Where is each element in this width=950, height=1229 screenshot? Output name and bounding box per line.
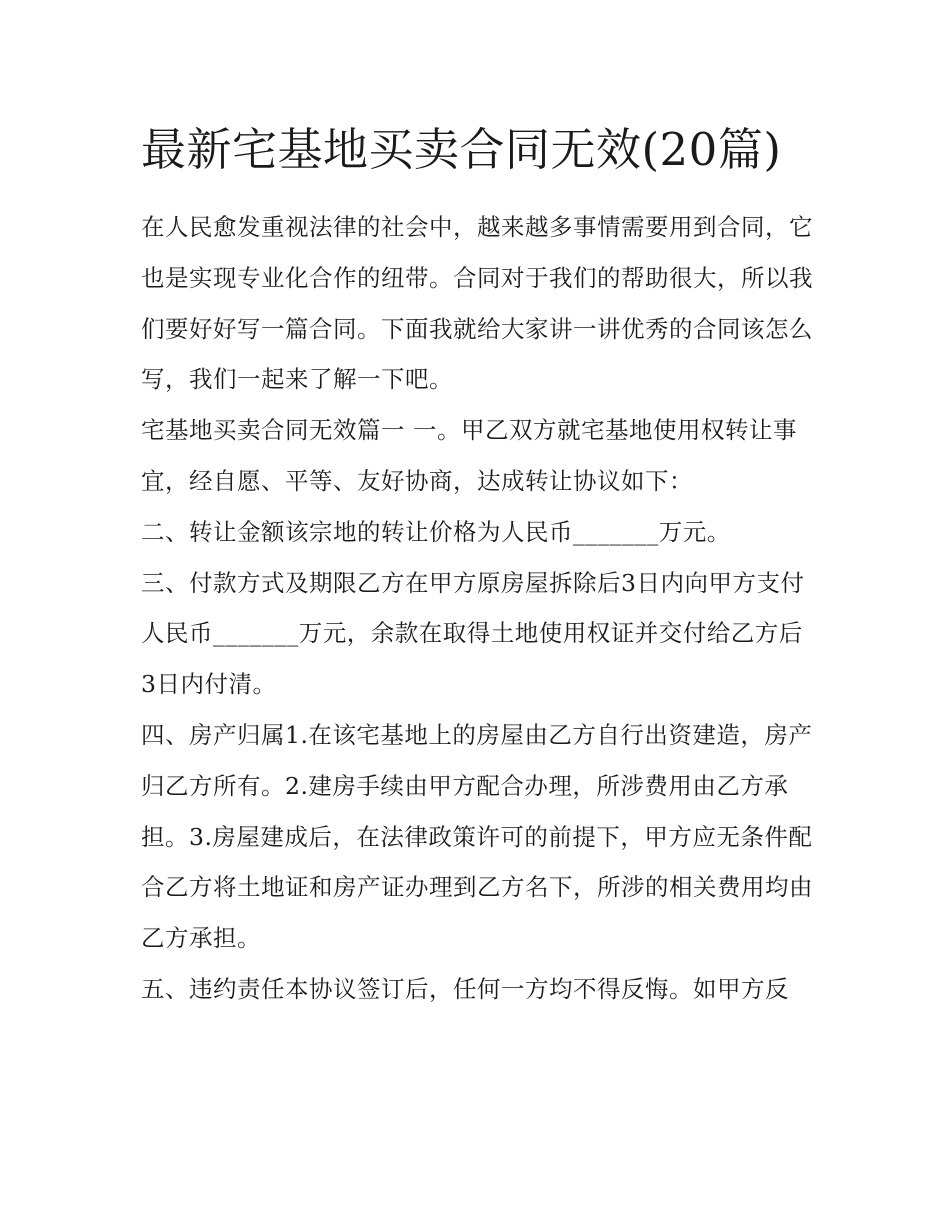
paragraph-clause-2: 二、转让金额该宗地的转让价格为人民币_______万元。 — [141, 517, 731, 546]
paragraph-clause-4: 四、房产归属1.在该宅基地上的房屋由乙方自行出资建造，房产归乙方所有。2.建房手续由甲方配合办理，所涉费用由乙方承担。3.房屋建成后，在法律政策许可的前提下，甲方应无条件配合乙方将土地证和房产证办理到乙方名下，所涉的相关费用均由乙方承担。 — [141, 720, 813, 953]
paragraph-clause-5: 五、违约责任本协议签订后，任何一方均不得反悔。如甲方反 — [141, 974, 789, 1003]
document-body — [141, 202, 813, 1015]
document-title: 最新宅基地买卖合同无效(20篇) — [141, 123, 782, 176]
document-page — [141, 112, 813, 1015]
paragraph-intro: 在人民愈发重视法律的社会中，越来越多事情需要用到合同，它也是实现专业化合作的纽带。合同对于我们的帮助很大，所以我们要好好写一篇合同。下面我就给大家讲一讲优秀的合同该怎么写，我们一起来了解一下吧。 — [141, 213, 813, 394]
paragraph-clause-1: 宅基地买卖合同无效篇一 一。甲乙双方就宅基地使用权转让事宜，经自愿、平等、友好协商，达成转让协议如下： — [141, 416, 797, 495]
paragraph-clause-3: 三、付款方式及期限乙方在甲方原房屋拆除后3日内向甲方支付人民币_______万元，余款在取得土地使用权证并交付给乙方后3日内付清。 — [141, 568, 805, 699]
